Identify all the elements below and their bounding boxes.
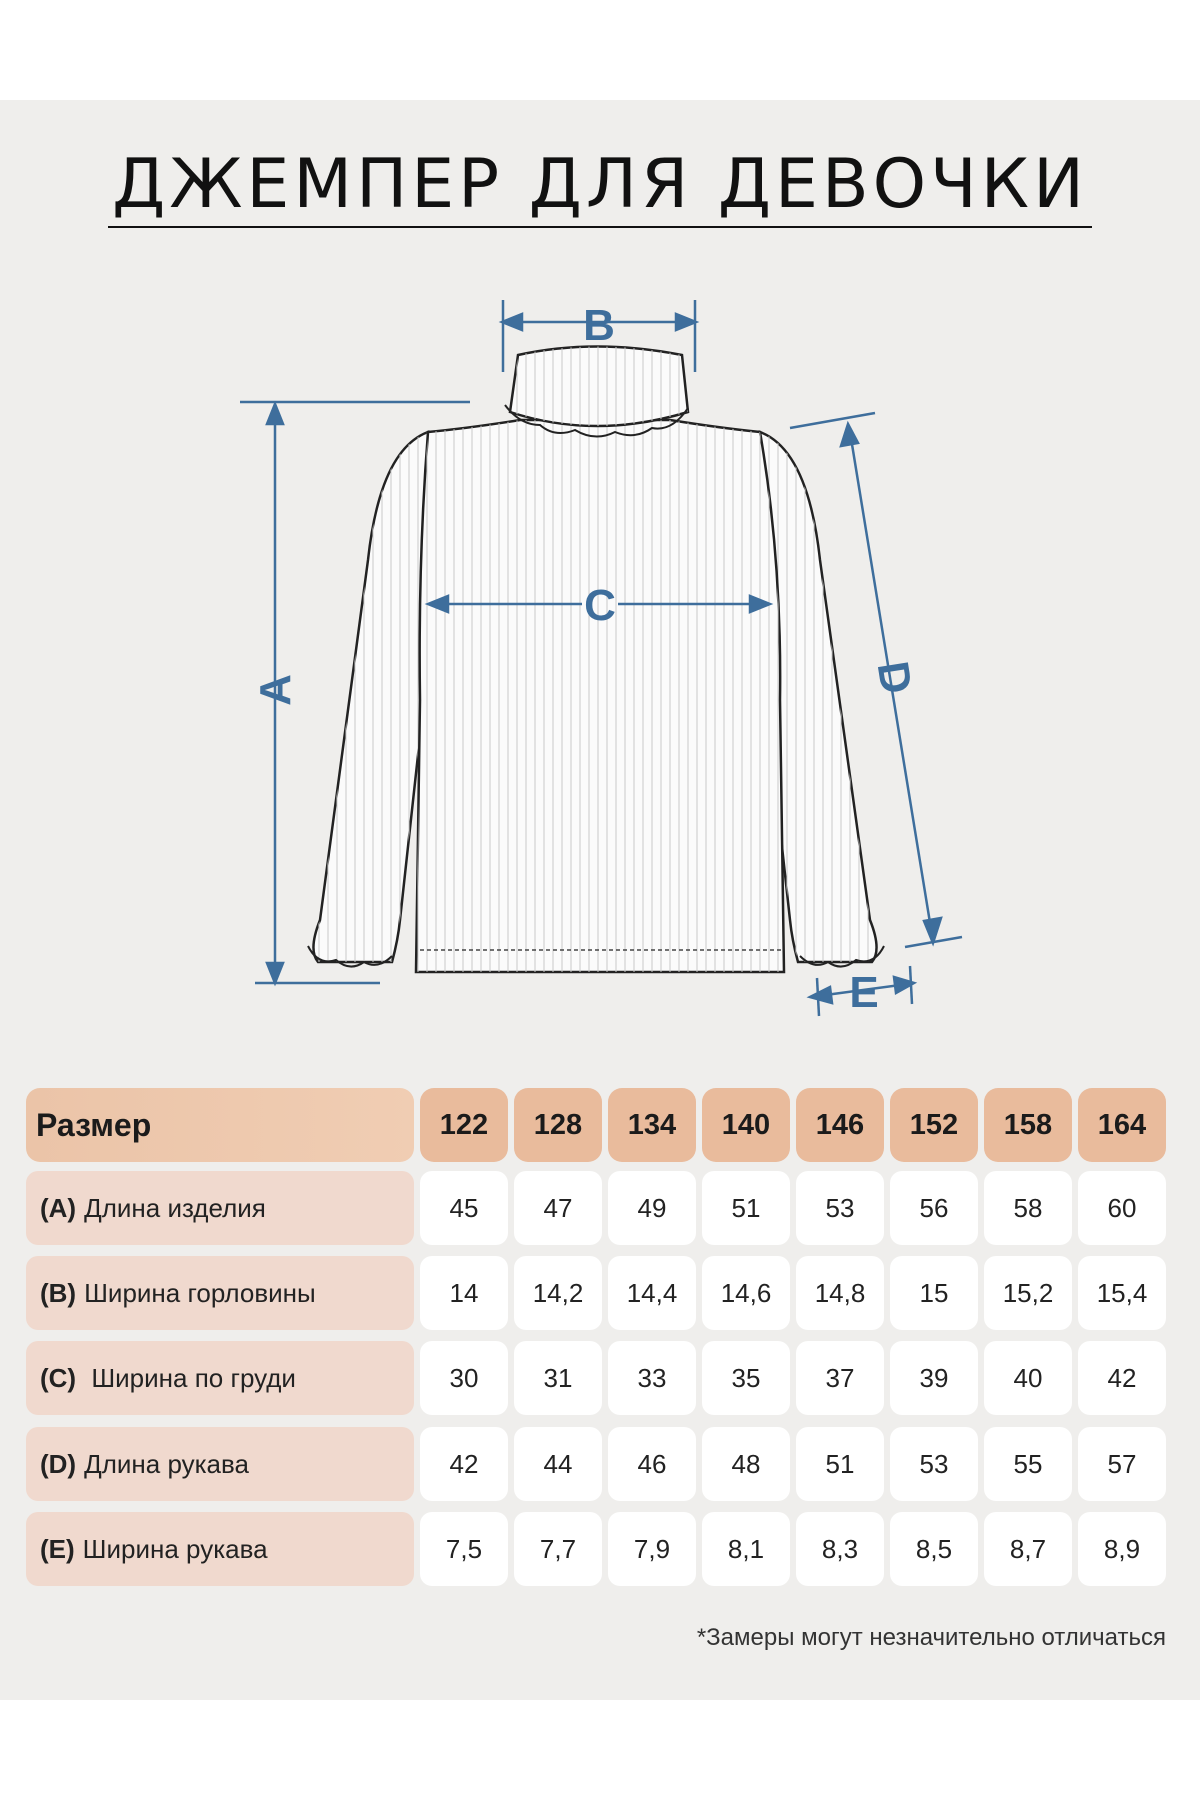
table-cell: 55 xyxy=(984,1427,1072,1501)
table-cell: 14 xyxy=(420,1256,508,1330)
row-label xyxy=(26,1341,414,1415)
table-cell: 60 xyxy=(1078,1171,1166,1245)
table-cell: 31 xyxy=(514,1341,602,1415)
table-cell: 8,5 xyxy=(890,1512,978,1586)
row-label xyxy=(26,1512,414,1586)
row-code: (E) xyxy=(40,1533,75,1564)
table-cell: 14,6 xyxy=(702,1256,790,1330)
size-header-122: 122 xyxy=(420,1088,508,1162)
table-cell: 47 xyxy=(514,1171,602,1245)
row-label xyxy=(26,1256,414,1330)
label-d: D xyxy=(867,658,922,698)
table-cell: 40 xyxy=(984,1341,1072,1415)
row-name: Ширина по груди xyxy=(84,1362,296,1393)
table-cell: 56 xyxy=(890,1171,978,1245)
table-cell: 15 xyxy=(890,1256,978,1330)
table-cell: 51 xyxy=(702,1171,790,1245)
row-name: Длина изделия xyxy=(84,1192,266,1223)
table-cell: 15,4 xyxy=(1078,1256,1166,1330)
row-code: (D) xyxy=(40,1448,77,1479)
table-cell: 8,9 xyxy=(1078,1512,1166,1586)
table-cell: 51 xyxy=(796,1427,884,1501)
row-code: (B) xyxy=(40,1277,77,1308)
table-cell: 48 xyxy=(702,1427,790,1501)
table-cell: 8,1 xyxy=(702,1512,790,1586)
table-cell: 49 xyxy=(608,1171,696,1245)
table-cell: 42 xyxy=(1078,1341,1166,1415)
page-title: ДЖЕМПЕР ДЛЯ ДЕВОЧКИ xyxy=(0,145,1200,225)
table-cell: 58 xyxy=(984,1171,1072,1245)
table-cell: 45 xyxy=(420,1171,508,1245)
label-a: A xyxy=(251,674,300,706)
table-cell: 35 xyxy=(702,1341,790,1415)
table-cell: 14,4 xyxy=(608,1256,696,1330)
size-header-146: 146 xyxy=(796,1088,884,1162)
size-header-134: 134 xyxy=(608,1088,696,1162)
size-header-128: 128 xyxy=(514,1088,602,1162)
size-header-152: 152 xyxy=(890,1088,978,1162)
table-cell: 7,7 xyxy=(514,1512,602,1586)
row-name: Ширина рукава xyxy=(82,1533,268,1564)
size-header-140: 140 xyxy=(702,1088,790,1162)
row-name: Ширина горловины xyxy=(84,1277,316,1308)
table-cell: 57 xyxy=(1078,1427,1166,1501)
table-cell: 14,8 xyxy=(796,1256,884,1330)
label-b: B xyxy=(583,301,615,350)
table-cell: 44 xyxy=(514,1427,602,1501)
table-cell: 30 xyxy=(420,1341,508,1415)
table-cell: 8,3 xyxy=(796,1512,884,1586)
table-cell: 53 xyxy=(796,1171,884,1245)
table-cell: 39 xyxy=(890,1341,978,1415)
footnote: *Замеры могут незначительно отличаться xyxy=(696,1624,1166,1651)
table-cell: 15,2 xyxy=(984,1256,1072,1330)
table-cell: 14,2 xyxy=(514,1256,602,1330)
table-cell: 7,9 xyxy=(608,1512,696,1586)
row-name: Длина рукава xyxy=(84,1448,249,1479)
table-cell: 46 xyxy=(608,1427,696,1501)
row-code: (A) xyxy=(40,1192,77,1223)
size-header-164: 164 xyxy=(1078,1088,1166,1162)
size-header-158: 158 xyxy=(984,1088,1072,1162)
table-header-label: Размер xyxy=(26,1088,414,1162)
row-code: (C) xyxy=(40,1362,77,1393)
row-label xyxy=(26,1427,414,1501)
label-c: C xyxy=(584,581,616,630)
table-cell: 53 xyxy=(890,1427,978,1501)
table-cell: 42 xyxy=(420,1427,508,1501)
table-cell: 8,7 xyxy=(984,1512,1072,1586)
row-label xyxy=(26,1171,414,1245)
table-cell: 37 xyxy=(796,1341,884,1415)
table-cell: 33 xyxy=(608,1341,696,1415)
label-e: E xyxy=(849,968,879,1017)
table-cell: 7,5 xyxy=(420,1512,508,1586)
